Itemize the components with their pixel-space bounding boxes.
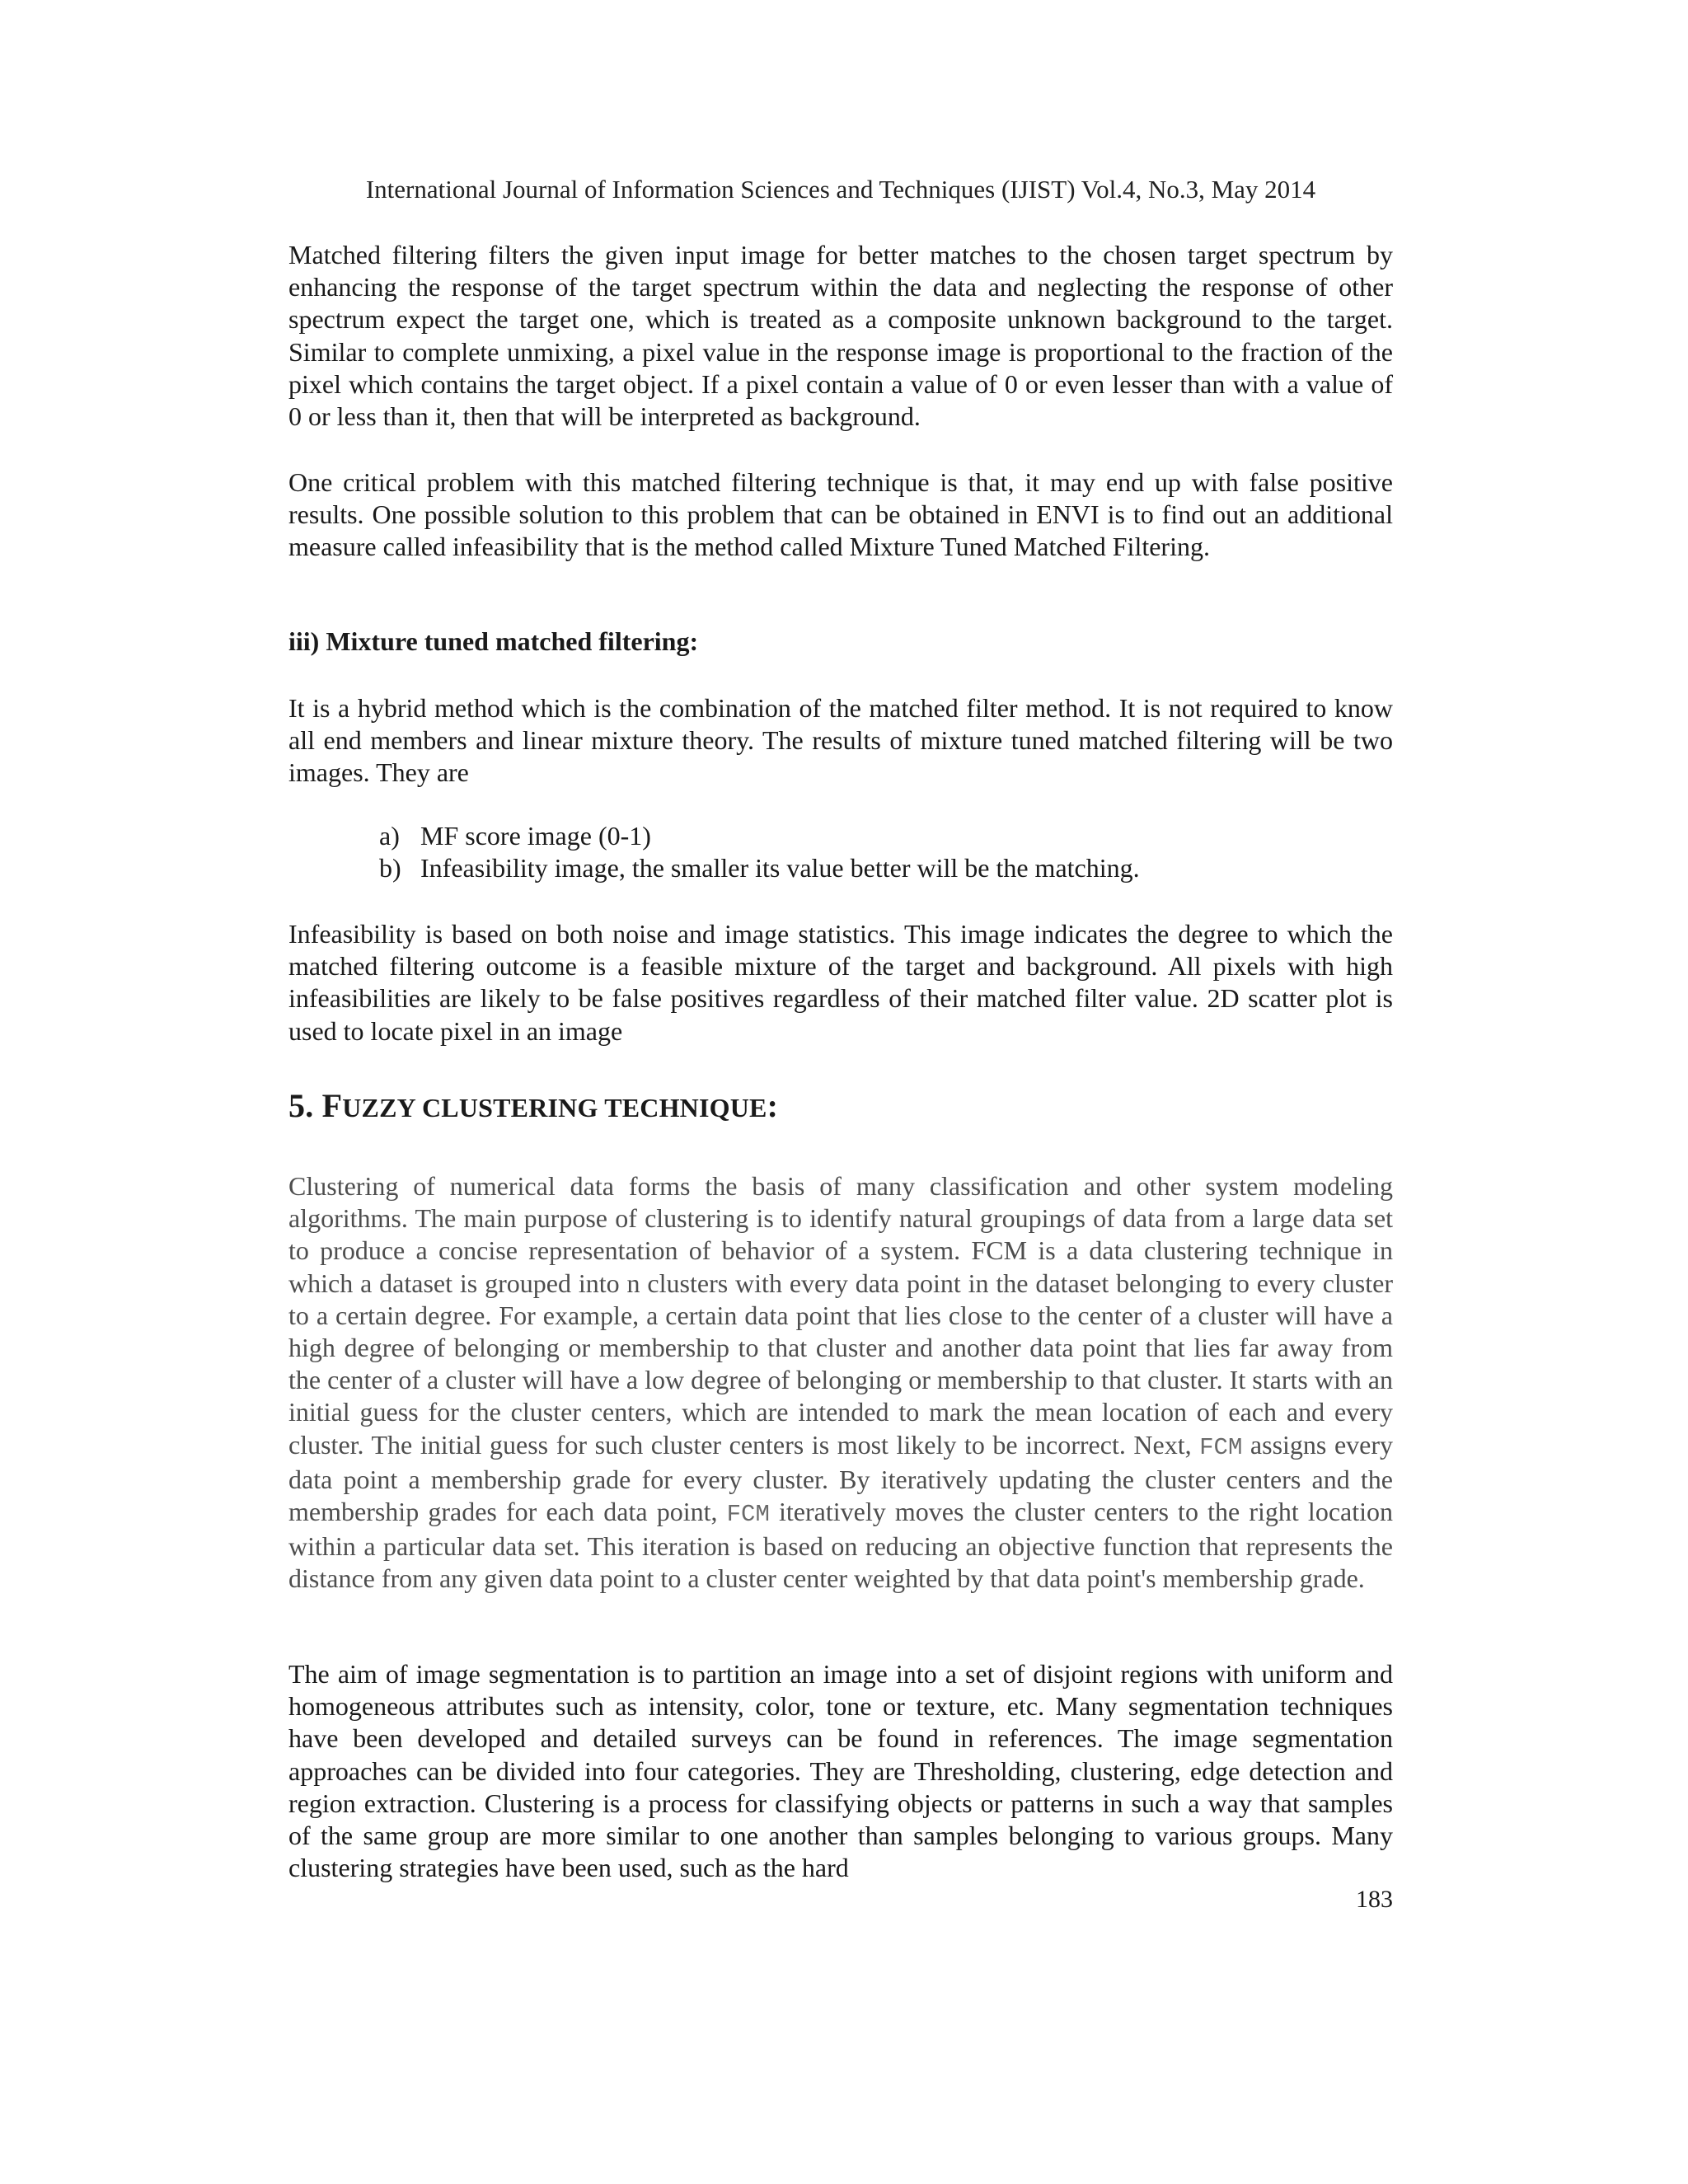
fcm-text-part2: assigns every data point a membership grade for every cluster. By iteratively updating the cluster centers and the membership grades for each data point,: [288, 1429, 1394, 1527]
section-title-text: UZZY CLUSTERING TECHNIQUE: [342, 1093, 767, 1122]
fcm-text-part3: iteratively moves the cluster centers to the right location within a particular data set. This iteration is based on reducing an objective function that represents the distance from any given data point to a cluster center weighted by that data point's membership grade.: [288, 1497, 1394, 1594]
page-number: 183: [1356, 1886, 1393, 1913]
paragraph-false-positive: One critical problem with this matched filtering technique is that, it may end up with false positive results. One possible solution to this problem that can be obtained in ENVI is to find out an additional measure called infeasibility that is the method called Mixture Tuned Matched Filtering.: [288, 467, 1393, 562]
section-heading-fuzzy-clustering: [288, 1086, 778, 1125]
paragraph-infeasibility: Infeasibility is based on both noise and image statistics. This image indicates the degree to which the matched filtering outcome is a feasible mixture of the target and background. All pixels with high infeasibilities are likely to be false positives regardless of their matched filter value. 2D scatter plot is used to locate pixel in an image: [288, 919, 1393, 1046]
fcm-code-inline: FCM: [726, 1501, 770, 1529]
list-item: [379, 820, 1393, 852]
paragraph-image-segmentation: The aim of image segmentation is to partition an image into a set of disjoint regions with uniform and homogeneous attributes such as intensity, color, tone or texture, etc. Many segmentation techniques have been developed and detailed surveys can be found in references. The image segmentation approaches can be divided into four categories. They are Thresholding, clustering, edge detection and region extraction. Clustering is a process for classifying objects or patterns in such a way that samples of the same group are more similar to one another than samples belonging to various groups. Many clustering strategies have been used, such as the hard: [288, 1659, 1393, 1883]
list-item-text: MF score image (0-1): [420, 821, 651, 851]
fcm-text-part1: Clustering of numerical data forms the basis of many classification and other system modeling algorithms. The main purpose of clustering is to identify natural groupings of data from a large data set to produce a concise representation of behavior of a system. FCM is a data clustering technique in which a dataset is grouped into n clusters with every data point in the dataset belonging to every cluster to a certain degree. For example, a certain data point that lies close to the center of a cluster will have a high degree of belonging or membership to that cluster and another data point that lies far away from the center of a cluster will have a low degree of belonging or membership to that cluster. It starts with an initial guess for the cluster centers, which are intended to mark the mean location of each and every cluster. The initial guess for such cluster centers is most likely to be incorrect. Next,: [288, 1171, 1393, 1460]
fcm-code-inline: FCM: [1199, 1433, 1243, 1461]
list-item: [379, 852, 1393, 884]
section-colon: :: [767, 1087, 779, 1124]
list-item-text: Infeasibility image, the smaller its value better will be the matching.: [420, 853, 1140, 883]
paragraph-fcm-clustering: [288, 1170, 1393, 1596]
journal-header: International Journal of Information Sciences and Techniques (IJIST) Vol.4, No.3, May 2014: [365, 175, 1316, 204]
list-marker: b): [379, 853, 401, 883]
paragraph-matched-filtering: Matched filtering filters the given input image for better matches to the chosen target spectrum by enhancing the response of the target spectrum within the data and neglecting the response of other spectrum expect the target one, which is treated as a composite unknown background to the target. Similar to complete unmixing, a pixel value in the response image is proportional to the fraction of the pixel which contains the target object. If a pixel contain a value of 0 or even lesser than with a value of 0 or less than it, then that will be interpreted as background.: [288, 240, 1393, 432]
section-number: 5.: [288, 1087, 322, 1124]
paragraph-hybrid-method: It is a hybrid method which is the combination of the matched filter method. It is not required to know all end members and linear mixture theory. The results of mixture tuned matched filtering will be two images. They are: [288, 693, 1393, 788]
section-initial: F: [321, 1087, 343, 1124]
list-marker: a): [379, 821, 400, 851]
subheading-mtmf: iii) Mixture tuned matched filtering:: [288, 626, 699, 656]
output-images-list: [379, 820, 1393, 884]
